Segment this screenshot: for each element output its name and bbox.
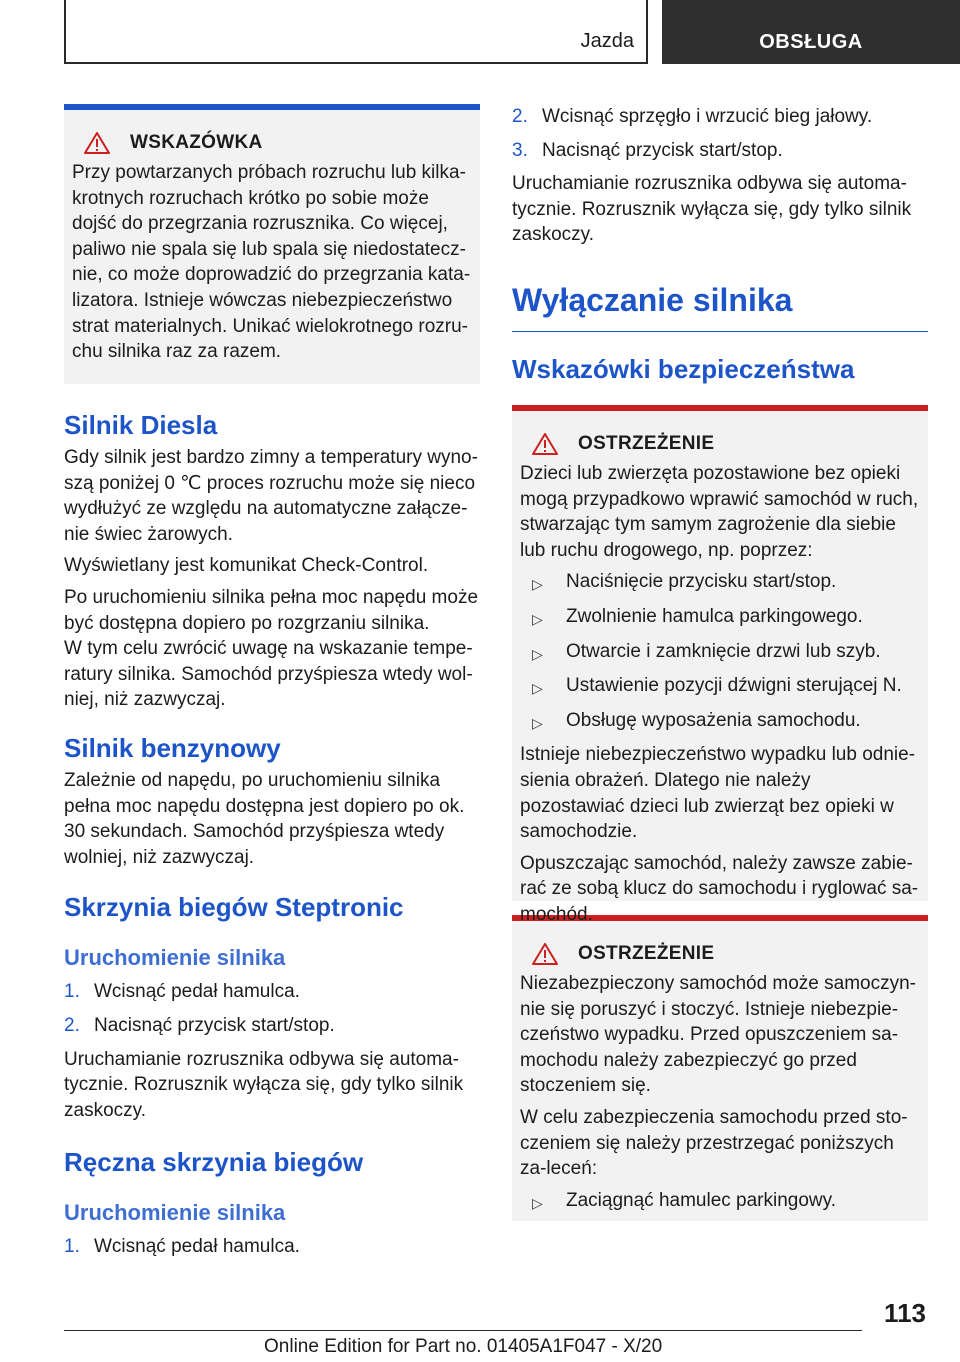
list-item <box>64 1234 480 1260</box>
list-item <box>520 673 920 702</box>
step-number: 3. <box>512 139 528 161</box>
chapter-title: Jazda <box>580 30 634 52</box>
bullet-text: Naciśnięcie przycisku start/stop. <box>566 571 837 593</box>
header-chapter-box <box>64 0 648 64</box>
section-tab: OBSŁUGA <box>662 0 960 64</box>
list-item <box>520 708 920 737</box>
bullet-triangle-icon: ▷ <box>532 1194 543 1211</box>
petrol-heading: Silnik benzynowy <box>64 732 281 763</box>
warning-paragraph-3: Opuszczając samochód, należy zawsze zabie-rać ze sobą klucz do samochodu i ryglować sa-mochód. <box>520 852 919 925</box>
safety-heading: Wskazówki bezpieczeństwa <box>512 353 855 384</box>
bullet-triangle-icon: ▷ <box>532 714 543 731</box>
manual-subheading: Uruchomienie silnika <box>64 1200 286 1226</box>
bullet-text: Otwarcie i zamknięcie drzwi lub szyb. <box>566 640 881 662</box>
note-title <box>72 132 472 154</box>
list-item <box>520 639 920 668</box>
warning-paragraph-1: Niezabezpieczony samochód może samoczyn-nie się poruszyć i stoczyć. Istnieje niebezpie-czeństwo wypadku. Przed opuszczeniem sa-mochodu należy zabezpieczyć go przed stoczeniem się. <box>520 972 917 1097</box>
bullet-triangle-icon: ▷ <box>532 680 543 697</box>
warning-paragraph-2: W celu zabezpieczenia samochodu przed sto-czeniem się należy przestrzegać poniższych za-leceń: <box>520 1106 908 1180</box>
engine-off-heading: Wyłączanie silnika <box>512 282 928 332</box>
diesel-heading: Silnik Diesla <box>64 410 218 440</box>
step-number: 1. <box>64 981 80 1003</box>
diesel-paragraph-4: W tym celu zwrócić uwagę na wskazanie tempe-ratury silnika. Samochód przyśpiesza wtedy wol-niej, niż zazwyczaj. <box>64 638 473 711</box>
warning-title <box>520 943 920 965</box>
steptronic-subheading: Uruchomienie silnika <box>64 945 286 971</box>
warning-title <box>520 433 920 455</box>
list-item <box>520 1188 920 1217</box>
warning-triangle-icon <box>84 132 110 154</box>
bullet-text: Obsługę wyposażenia samochodu. <box>566 709 861 731</box>
list-item <box>512 138 928 164</box>
step-number: 1. <box>64 1236 80 1258</box>
list-item <box>520 604 920 633</box>
step-text: Nacisnąć przycisk start/stop. <box>94 1014 335 1036</box>
step-text: Wcisnąć pedał hamulca. <box>94 981 300 1003</box>
left-column <box>64 104 480 1268</box>
step-text: Nacisnąć przycisk start/stop. <box>542 139 783 161</box>
note-title-text: WSKAZÓWKA <box>130 132 263 153</box>
diesel-paragraph-1: Gdy silnik jest bardzo zimny a temperatury wyno-szą poniżej 0 ℃ proces rozruchu może się nieco wydłużyć ze względu na automatyczne załącze-nie świec żarowych. <box>64 447 478 545</box>
warning-paragraph-1: Dzieci lub zwierzęta pozostawione bez opieki mogą przypadkowo wprawić samochód w ruch, stwarzając tym samym zagrożenie dla siebie lub ruchu drogowego, np. poprzez: <box>520 462 919 561</box>
right-column <box>512 104 928 1221</box>
bullet-triangle-icon: ▷ <box>532 645 543 662</box>
list-item <box>64 1013 480 1039</box>
step-number: 2. <box>512 106 528 127</box>
bullet-text: Ustawienie pozycji dźwigni sterującej N. <box>566 675 902 697</box>
warning-paragraph-2: Istnieje niebezpieczeństwo wypadku lub odnie-sienia obrażeń. Dlatego nie należy pozostawiać dzieci lub zwierząt bez opieki w samochodzie. <box>520 744 916 843</box>
warning-triangle-icon <box>532 433 558 455</box>
note-text: Przy powtarzanych próbach rozruchu lub kilka-krotnych rozruchach krótko po sobie może dojść do przegrzania rozrusznika. Co więcej, paliwo nie spala się lub spala się niedostatecz-nie, co może doprowadzić do przegrzania kata-lizatora. Istnieje wówczas niebezpieczeństwo strat materialnych. Unikać wielokrotnego rozru-chu silnika raz za razem. <box>72 162 471 363</box>
warning-title-text: OSTRZEŻENIE <box>578 432 715 454</box>
warning-title-text: OSTRZEŻENIE <box>578 942 715 964</box>
warning-box-2 <box>512 915 928 1221</box>
list-item <box>64 979 480 1005</box>
steptronic-heading: Skrzynia biegów Steptronic <box>64 892 404 923</box>
note-box <box>64 104 480 384</box>
bullet-text: Zaciągnąć hamulec parkingowy. <box>566 1189 837 1211</box>
petrol-paragraph: Zależnie od napędu, po uruchomieniu silnika pełna moc napędu dostępna jest dopiero po ok. 30 sekundach. Samochód przyśpiesza wtedy wolniej, niż zazwyczaj. <box>64 769 465 868</box>
list-item <box>520 569 920 598</box>
step-text: Wcisnąć sprzęgło i wrzucić bieg jałowy. <box>542 106 873 127</box>
step-text: Wcisnąć pedał hamulca. <box>94 1236 300 1258</box>
steptronic-paragraph: Uruchamianie rozrusznika odbywa się automa-tycznie. Rozrusznik wyłącza się, gdy tylko silnik zaskoczy. <box>64 1048 464 1121</box>
right-paragraph: Uruchamianie rozrusznika odbywa się automa-tycznie. Rozrusznik wyłącza się, gdy tylko silnik zaskoczy. <box>512 173 912 246</box>
bullet-text: Zwolnienie hamulca parkingowego. <box>566 605 863 627</box>
bullet-triangle-icon: ▷ <box>532 610 543 627</box>
diesel-paragraph-3: Po uruchomieniu silnika pełna moc napędu może być dostępna dopiero po rozgrzaniu silnika. <box>64 586 479 634</box>
manual-heading: Ręczna skrzynia biegów <box>64 1147 364 1178</box>
list-item <box>512 104 928 130</box>
bullet-triangle-icon: ▷ <box>532 576 543 593</box>
step-number: 2. <box>64 1014 80 1036</box>
warning-triangle-icon <box>532 943 558 965</box>
edition-text: Online Edition for Part no. 01405A1F047 - X/20 <box>264 1336 663 1357</box>
footer-divider <box>64 1330 862 1331</box>
diesel-paragraph-2: Wyświetlany jest komunikat Check-Control. <box>64 555 429 577</box>
page-number: 113 <box>884 1298 926 1328</box>
warning-box-1 <box>512 405 928 925</box>
